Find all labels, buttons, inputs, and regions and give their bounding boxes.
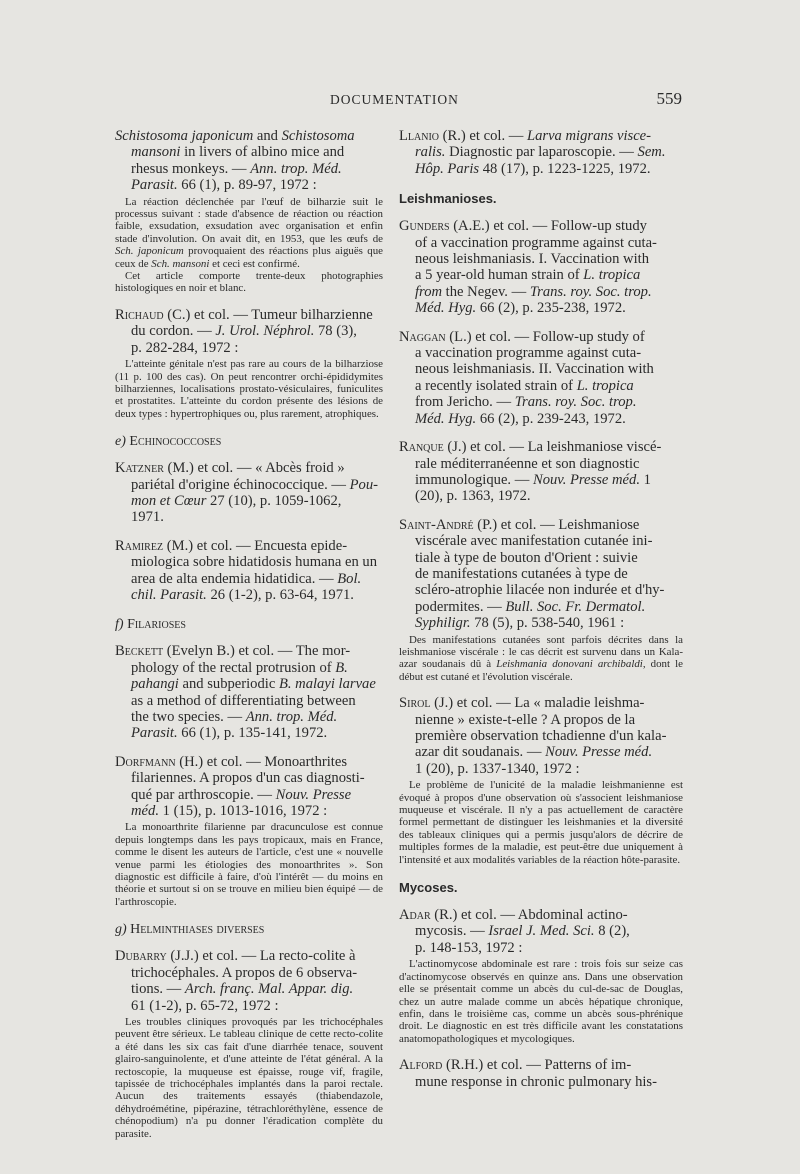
text: Nouv. Presse	[275, 786, 352, 803]
reference-entry	[399, 517, 683, 632]
author-name: Adar	[399, 907, 431, 924]
text: 1	[639, 471, 651, 488]
text: miologica sobre hidatidosis humana en un	[131, 554, 378, 571]
text: Méd. Hyg.	[415, 300, 477, 317]
abstract: La monoarthrite filarienne par dracunculose est connue depuis longtemps dans les pays tropicaux, mais en France, comme le disent les auteurs de l'article, c'est une « nouvelle venue parmi les étiologies des monoarthrites ». Son diagnostic est difficile à faire, d'où l'intérêt — du moins en théorie et surtout si on se trouve en milieu bien équipé — de l'arthroscopie.	[115, 821, 383, 908]
text: Sch. mansoni	[151, 257, 210, 270]
text: tions. —	[131, 981, 185, 998]
reference-entry	[399, 218, 683, 316]
text: area de alta endemia hidatidica. —	[131, 570, 338, 587]
text: (J.J.) et col. — La recto-colite à	[166, 948, 356, 965]
reference-entry	[399, 1057, 683, 1090]
text: Des manifestations cutanées sont parfois décrites dans la leishmaniose viscérale : le cas décrit est survenu dans un Kala-azar soudanais dû à	[399, 633, 683, 671]
text: Larva migrans visce-	[526, 128, 652, 144]
text: Sch. japonicum	[115, 245, 184, 258]
page-number: 559	[656, 89, 682, 108]
text: 1 (15), p. 1013-1016, 1972 :	[158, 803, 328, 820]
text: du cordon. —	[131, 323, 216, 340]
text: Schistosoma japonicum	[115, 128, 254, 144]
author-name: Naggan	[399, 328, 446, 345]
text: p. 282-284, 1972 :	[131, 339, 239, 356]
reference-entry	[115, 460, 383, 526]
text: La réaction déclenchée par l'œuf de bilharzie suit le processus suivant : stade d'absence de réaction ou réaction faible, exsudation, exsudation avec organisation et enfin stade d'involution. On avait dit, en 1953, que les œufs de	[115, 195, 383, 245]
text: 66 (1), p. 89-97, 1972 :	[177, 177, 317, 194]
text: mansoni	[131, 144, 181, 161]
text: g)	[115, 922, 127, 938]
author-name: Katzner	[115, 460, 164, 477]
text: (L.) et col. — Follow-up study of	[445, 328, 645, 345]
section-heading	[115, 617, 383, 633]
text: (R.) et col. — Abdominal actino-	[430, 907, 628, 924]
text: dont le début est cutané et l'évolution viscérale.	[399, 658, 683, 683]
text: 66 (2), p. 239-243, 1972.	[476, 410, 626, 427]
author-name: Saint-André	[399, 516, 474, 533]
text: J. Urol. Néphrol.	[215, 323, 315, 340]
reference-entry	[115, 307, 383, 356]
abstract: Le problème de l'unicité de la maladie leishmanienne est évoqué à propos d'une observation où s'associent leishmaniose muqueuse et viscérale. Il n'y a pas actuellement de caractère formel permettant de distinguer les leishmanies et la diversité des tableaux cliniques qui a permis jusqu'alors de décrire de multiples formes de la maladie, est peut-être due uniquement à l'intensité et aux modalités variables de la réaction hôte-parasite.	[399, 779, 683, 866]
text: L. tropica	[576, 377, 634, 394]
text: Méd. Hyg.	[415, 410, 477, 427]
running-head	[0, 89, 800, 112]
text: qué par arthroscopie. —	[131, 786, 276, 803]
abstract	[115, 196, 383, 295]
text: ralis.	[415, 144, 446, 161]
text: 1971.	[131, 509, 164, 526]
text: 78 (3),	[314, 323, 357, 340]
text: rhesus monkeys. —	[131, 160, 251, 177]
section-heading	[115, 922, 383, 938]
text: Bull. Soc. Fr. Dermatol.	[505, 598, 646, 615]
text: Nouv. Presse méd.	[545, 744, 653, 761]
text: 48 (17), p. 1223-1225, 1972.	[479, 160, 651, 177]
text: Israel J. Med. Sci.	[488, 923, 595, 940]
text: Cet article comporte trente-deux photographies histologiques en noir et blanc.	[115, 270, 383, 295]
text: filariennes. A propos d'un cas diagnosti-	[131, 770, 365, 787]
text: (P.) et col. — Leishmaniose	[473, 516, 640, 533]
text: as a method of differentiating between	[131, 692, 356, 709]
author-name: Alford	[399, 1057, 443, 1074]
text: pariétal d'origine échinococcique. —	[131, 476, 350, 493]
text: tiale à type de bouton d'Orient : suivie	[415, 549, 638, 566]
text: Nouv. Presse méd.	[532, 471, 640, 488]
text: 26 (1-2), p. 63-64, 1971.	[206, 586, 354, 603]
author-name: Llanio	[399, 128, 440, 144]
text: Helminthiases diverses	[126, 922, 265, 938]
text: Echinococcoses	[125, 434, 222, 450]
abstract: Les troubles cliniques provoqués par les trichocéphales peuvent être sérieux. Le tableau clinique de cette recto-colite a été dans les six cas fait d'une diarrhée tenace, souvent glairo-sanguinolente, et d'une atteinte de l'état général. A la rectoscopie, la muqueuse est épaisse, rouge vif, fragile, tapissée de trichocéphales implantés dans la paroi rectale. Aucun des traitements essayés (thiabendazole, déhydroémétine, pipérazine, tétrachloréthylène, essence de chénopodium) n'a pu donner l'éradication complète du parasite.	[115, 1015, 383, 1140]
text: et ceci est confirmé.	[209, 257, 300, 270]
abstract: L'actinomycose abdominale est rare : trois fois sur seize cas d'actinomycose observés en quinze ans. Dans une observation elle se présentait comme un abcès du cul-de-sac de Douglas, chez un autre malade comme un abcès hépatique chronique, enfin, dans le troisième cas, comme un abcès sous-phrénique droit. Le diagnostic en est très difficile avant les constatations anatomopathologiques et mycologiques.	[399, 958, 683, 1045]
text: (M.) et col. — Encuesta epide-	[163, 537, 348, 554]
text: mon et Cœur	[131, 492, 207, 509]
author-name: Dorfmann	[115, 753, 176, 770]
section-heading	[115, 434, 383, 450]
text: L. tropica	[583, 267, 641, 284]
text: (C.) et col. — Tumeur bilharzienne	[163, 306, 373, 323]
text: neous leishmaniasis. II. Vaccination with	[415, 361, 654, 378]
text: from Jericho. —	[415, 394, 515, 411]
text: première observation tchadienne d'un kala-	[415, 728, 667, 744]
author-name: Dubarry	[115, 948, 167, 965]
text: immunologique. —	[415, 471, 533, 488]
reference-entry	[399, 439, 683, 505]
text: Arch. franç. Mal. Appar. dig.	[184, 981, 354, 998]
text: Hôp. Paris	[415, 160, 480, 177]
author-name: Ramirez	[115, 537, 164, 554]
text: (Evelyn B.) et col. — The mor-	[163, 643, 351, 660]
text: viscérale avec manifestation cutanée ini-	[415, 533, 653, 550]
text: azar dit soudanais. —	[415, 744, 546, 761]
text: Filarioses	[123, 617, 186, 633]
author-name: Gunders	[399, 218, 450, 235]
text: (M.) et col. — « Abcès froid »	[163, 460, 345, 477]
text: the Negev. —	[442, 283, 530, 300]
reference-entry	[115, 754, 383, 820]
text: Parasit.	[131, 177, 178, 194]
text: and subperiodic	[178, 676, 279, 693]
text: 61 (1-2), p. 65-72, 1972 :	[131, 997, 279, 1014]
text: f)	[115, 617, 124, 633]
text: (A.E.) et col. — Follow-up study	[449, 218, 647, 235]
text: Syphiligr.	[415, 615, 471, 632]
text: rale méditerranéenne et son diagnostic	[415, 455, 640, 472]
reference-entry	[115, 643, 383, 741]
text: a vaccination programme against cuta-	[415, 345, 642, 362]
right-column	[399, 128, 683, 1090]
text: 27 (10), p. 1059-1062,	[206, 492, 342, 509]
text: of a vaccination programme against cuta-	[415, 234, 657, 251]
section-heading: Mycoses.	[399, 880, 458, 896]
text: (H.) et col. — Monoarthrites	[175, 753, 347, 770]
text: Schistosoma	[281, 128, 355, 144]
text: pahangi	[131, 676, 179, 693]
text: chil. Parasit.	[131, 586, 207, 603]
text: mycosis. —	[415, 923, 489, 940]
text: Trans. roy. Soc. trop.	[529, 283, 652, 300]
text: the two species. —	[131, 709, 246, 725]
text: Diagnostic par laparoscopie. —	[445, 144, 638, 161]
reference-entry	[115, 128, 383, 194]
text: p. 148-153, 1972 :	[415, 939, 523, 956]
reference-entry	[399, 907, 683, 956]
author-name: Sirol	[399, 695, 431, 712]
section-heading: Leishmanioses.	[399, 191, 497, 207]
text: Sem.	[637, 144, 666, 161]
author-name: Richaud	[115, 306, 164, 323]
text: Ann. trop. Méd.	[245, 709, 338, 725]
author-name: Ranque	[399, 439, 444, 456]
text: scléro-atrophie lilacée non indurée et d'hy-	[415, 582, 665, 599]
text: 78 (5), p. 538-540, 1961 :	[470, 615, 625, 632]
text: a recently isolated strain of	[415, 377, 577, 394]
running-title: DOCUMENTATION	[330, 92, 459, 107]
reference-entry	[399, 695, 683, 777]
text: in livers of albino mice and	[180, 144, 345, 161]
text: and	[253, 128, 282, 144]
text: a 5 year-old human strain of	[415, 267, 584, 284]
text: Parasit.	[131, 725, 178, 742]
text: (R.) et col. —	[439, 128, 527, 144]
abstract	[399, 634, 683, 684]
text: de manifestations cutanées à type de	[415, 565, 628, 582]
text: Bol.	[337, 570, 362, 587]
text: 66 (1), p. 135-141, 1972.	[177, 725, 328, 742]
text: Pou-	[349, 476, 378, 493]
reference-entry	[115, 948, 383, 1014]
text: Leishmania donovani archibaldi,	[496, 658, 646, 671]
text: (R.H.) et col. — Patterns of im-	[442, 1057, 632, 1074]
reference-entry	[399, 329, 683, 427]
text: Trans. roy. Soc. trop.	[514, 394, 637, 411]
text: phology of the rectal protrusion of	[131, 659, 336, 676]
left-column	[115, 128, 383, 1140]
text: nienne » existe-t-elle ? A propos de la	[415, 711, 636, 728]
text: e)	[115, 434, 126, 450]
abstract: L'atteinte génitale n'est pas rare au cours de la bilharziose (11 p. 100 des cas). On peut rencontrer orchi-épididymites bilharziennes, localisations prostato-vésiculaires, funiculites et prostatites. L'atteinte du cordon présente des lésions de deux types : hypertrophiques ou, plus rarement, atrophiques.	[115, 358, 383, 420]
reference-entry	[115, 538, 383, 604]
text: 1 (20), p. 1337-1340, 1972 :	[415, 760, 580, 777]
reference-entry	[399, 128, 683, 177]
text: podermites. —	[415, 598, 506, 615]
text: Ann. trop. Méd.	[250, 160, 342, 177]
text: B.	[335, 659, 348, 676]
author-name: Beckett	[115, 643, 164, 660]
text: 8 (2),	[594, 923, 630, 940]
text: (J.) et col. — La « maladie leishma-	[430, 695, 645, 712]
text: B. malayi larvae	[278, 676, 376, 693]
text: (20), p. 1363, 1972.	[415, 488, 531, 505]
text: 66 (2), p. 235-238, 1972.	[476, 300, 626, 317]
text: mune response in chronic pulmonary his-	[415, 1073, 657, 1090]
text: neous leishmaniasis. I. Vaccination with	[415, 251, 649, 268]
text: from	[415, 283, 443, 300]
text: (J.) et col. — La leishmaniose viscé-	[443, 439, 662, 456]
text: trichocéphales. A propos de 6 observa-	[131, 964, 358, 981]
text: provoquaient des réactions plus aiguës que ceux de	[115, 245, 383, 270]
text: méd.	[131, 803, 159, 820]
